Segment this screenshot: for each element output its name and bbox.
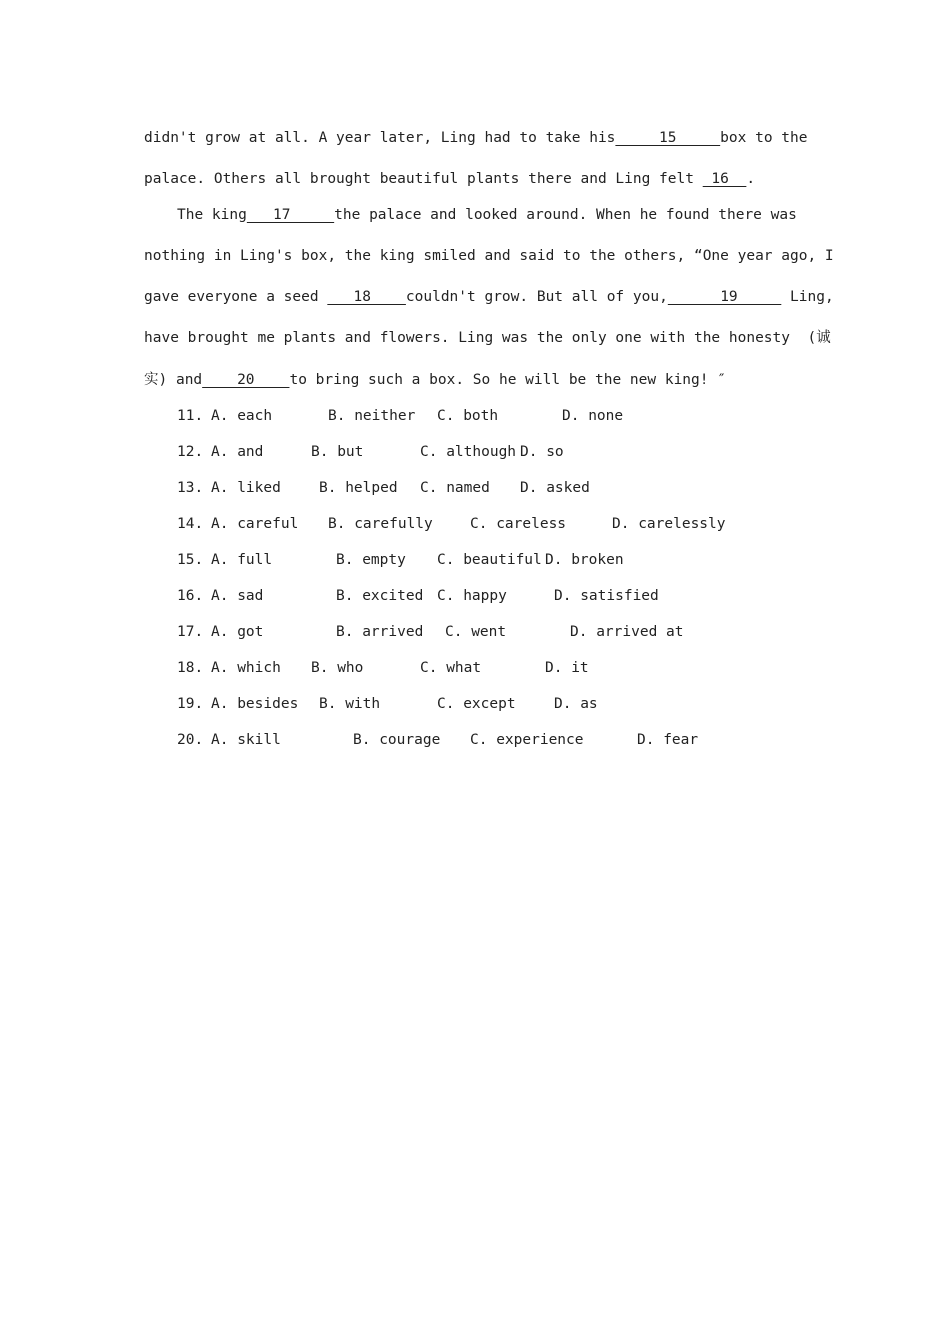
option-a: A. skill	[211, 732, 281, 748]
option-c: C. except	[437, 696, 516, 712]
option-d: D. it	[545, 660, 589, 676]
option-d: D. arrived at	[570, 624, 684, 640]
question-number: 17.	[177, 624, 204, 640]
option-b: B. helped	[319, 480, 398, 496]
option-d: D. satisfied	[554, 588, 659, 604]
option-a: A. and	[211, 444, 264, 460]
question-number: 18.	[177, 660, 204, 676]
passage-line-5	[144, 287, 834, 307]
question-number: 19.	[177, 696, 204, 712]
option-c: C. went	[445, 624, 507, 640]
passage-line-2	[144, 169, 755, 189]
question-number: 15.	[177, 552, 204, 568]
option-c: C. what	[420, 660, 482, 676]
passage-text: palace. Others all brought beautiful plants there and Ling felt	[144, 171, 703, 187]
option-d: D. broken	[545, 552, 624, 568]
option-d: D. as	[554, 696, 598, 712]
option-b: B. but	[311, 444, 364, 460]
passage-text: 实) and	[144, 372, 203, 388]
option-b: B. arrived	[336, 624, 424, 640]
option-c: C. careless	[470, 516, 567, 532]
passage-text: box to the	[720, 130, 808, 146]
blank-16: 16	[702, 171, 747, 187]
option-b: B. who	[311, 660, 364, 676]
option-c: C. experience	[470, 732, 584, 748]
option-c: C. named	[420, 480, 490, 496]
blank-18: 18	[327, 289, 406, 305]
question-number: 20.	[177, 732, 204, 748]
passage-text: didn't grow at all. A year later, Ling had to take his	[144, 130, 616, 146]
question-number: 12.	[177, 444, 204, 460]
option-d: D. so	[520, 444, 564, 460]
option-d: D. asked	[520, 480, 590, 496]
passage-line-1	[144, 128, 807, 148]
passage-text: gave everyone a seed	[144, 289, 328, 305]
option-a: A. full	[211, 552, 273, 568]
blank-17: 17	[246, 207, 335, 223]
option-a: A. besides	[211, 696, 299, 712]
option-b: B. carefully	[328, 516, 433, 532]
blank-20: 20	[202, 372, 290, 388]
option-a: A. got	[211, 624, 264, 640]
option-a: A. which	[211, 660, 281, 676]
option-c: C. beautiful	[437, 552, 542, 568]
blank-15: 15	[615, 130, 721, 146]
question-number: 14.	[177, 516, 204, 532]
question-number: 16.	[177, 588, 204, 604]
passage-text: the palace and looked around. When he found there was	[334, 207, 797, 223]
option-a: A. liked	[211, 480, 281, 496]
option-c: C. both	[437, 408, 499, 424]
option-a: A. each	[211, 408, 273, 424]
option-a: A. careful	[211, 516, 299, 532]
option-d: D. none	[562, 408, 624, 424]
option-b: B. neither	[328, 408, 416, 424]
option-c: C. happy	[437, 588, 507, 604]
passage-text: couldn't grow. But all of you,	[405, 289, 668, 305]
passage-text: .	[746, 171, 756, 187]
question-number: 13.	[177, 480, 204, 496]
passage-line-3	[177, 205, 797, 225]
passage-line-6: have brought me plants and flowers. Ling was the only one with the honesty (诚	[144, 330, 831, 346]
option-d: D. carelessly	[612, 516, 726, 532]
passage-text: to bring such a box. So he will be the new king! ″	[289, 372, 726, 388]
passage-text: Ling,	[781, 289, 834, 305]
passage-text: The king	[177, 207, 247, 223]
passage-line-7	[144, 370, 726, 390]
option-b: B. courage	[353, 732, 441, 748]
option-b: B. empty	[336, 552, 406, 568]
passage-line-4: nothing in Ling's box, the king smiled and said to the others, “One year ago, I	[144, 248, 834, 264]
option-d: D. fear	[637, 732, 699, 748]
option-c: C. although	[420, 444, 517, 460]
option-b: B. with	[319, 696, 381, 712]
blank-19: 19	[667, 289, 782, 305]
option-a: A. sad	[211, 588, 264, 604]
option-b: B. excited	[336, 588, 424, 604]
question-number: 11.	[177, 408, 204, 424]
